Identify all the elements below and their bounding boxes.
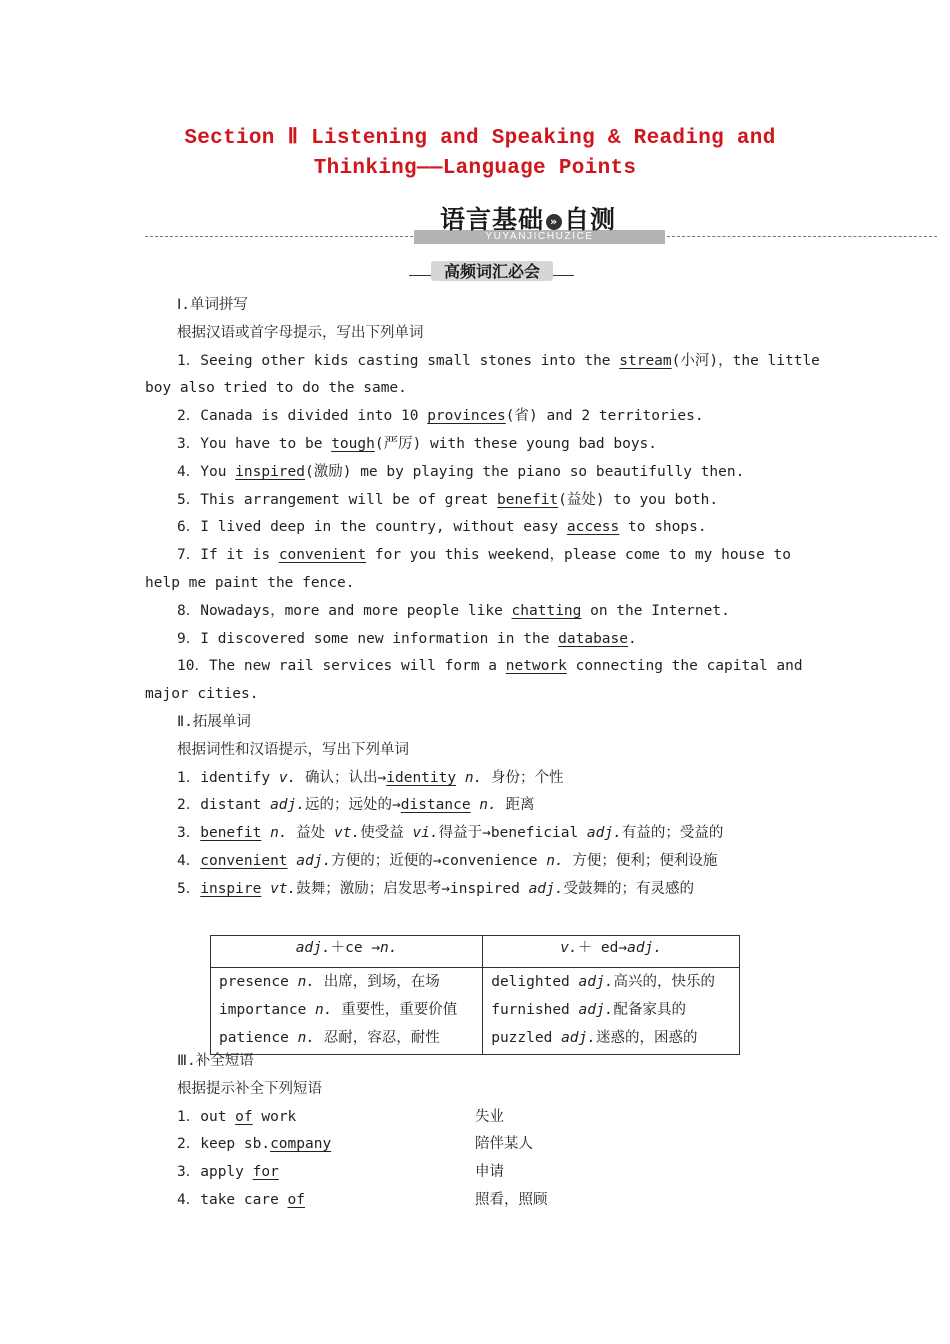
answer-blank: of [287,1192,305,1208]
meaning: 出席，到场，在场 [315,974,440,990]
item-text: 3．apply [177,1164,253,1181]
item-text: (小河)，the little [671,352,820,369]
item-text: 1．Seeing other kids casting small stones into the [177,352,620,369]
part-of-speech: vi. [412,825,439,842]
table-entry [491,1024,731,1052]
derivation-item [177,796,535,814]
phrase-item [177,1135,331,1153]
section-title-line2: Thinking——Language Points [313,157,637,180]
part3-instruction: 根据提示补全下列短语 [177,1080,322,1097]
phrase-meaning: 陪伴某人 [475,1136,533,1153]
part-of-speech: n. [470,797,497,814]
item-text: on the Internet. [581,602,730,619]
table-header-right: v.＋ ed→adj. [483,936,740,968]
part-of-speech: n. [297,974,316,990]
dashed-rule-right [667,236,937,237]
spelling-item [177,435,657,453]
word: furnished [491,1002,579,1018]
item-number: 1． [177,769,201,786]
part-of-speech: adj. [528,880,564,897]
dashed-rule-left [145,236,413,237]
meaning: 方便；便利；便利设施 [563,853,718,869]
spelling-item [177,463,744,481]
part2-heading: Ⅱ.拓展单词 [177,714,251,730]
spelling-item-continued: boy also tried to do the same. [145,380,407,397]
part-of-speech: v. [278,769,297,786]
item-number: 5． [177,880,201,897]
item-text: work [252,1108,297,1125]
meaning: 鼓舞；激励；启发思考→inspired [296,880,529,897]
item-number: 2． [177,797,201,814]
part-of-speech: n. [297,1030,316,1046]
spelling-item [177,491,718,509]
subheading-label: 高频词汇必会 [431,261,553,281]
item-text: connecting the capital and [566,658,803,675]
derivation-item [177,769,564,787]
item-text: 2．keep sb. [177,1136,271,1153]
table-entry [491,996,731,1024]
item-text: 8．Nowadays，more and more people like [177,602,512,619]
derivation-item [177,880,694,898]
item-text: (益处) to you both. [558,491,719,508]
item-text: 5．This arrangement will be of great [177,491,498,508]
banner-title-b: 自测 [564,205,617,234]
word: importance [219,1002,316,1018]
part-of-speech: adj. [287,853,332,869]
part1-instruction: 根据汉语或首字母提示，写出下列单词 [177,324,424,341]
table-cell-right [483,968,740,1055]
item-number: 4． [177,853,201,869]
meaning: 受鼓舞的；有灵感的 [563,880,694,897]
answer-blank: benefit [497,491,559,508]
answer-blank: benefit [200,825,262,842]
word: presence [219,974,298,990]
meaning: 益处 [287,825,335,842]
word-formation-table [210,935,740,1055]
answer-blank: database [558,630,628,647]
phrase-meaning: 申请 [475,1164,504,1181]
answer-blank: company [270,1136,332,1153]
part-of-speech: n. [456,769,483,786]
table-header-left: adj.＋ce →n. [211,936,483,968]
answer-blank: network [505,658,567,675]
banner-title-a: 语言基础 [440,205,545,234]
meaning: 重要性，重要价值 [332,1002,458,1018]
answer-blank: inspired [235,463,305,480]
answer-blank: chatting [511,602,582,619]
answer-blank: convenient [200,853,288,869]
part-of-speech: adj. [586,825,622,842]
phrase-meaning: 照看，照顾 [475,1192,548,1208]
part-of-speech: adj. [270,797,305,814]
phrase-item [177,1108,296,1126]
meaning: 迷惑的，困惑的 [595,1030,698,1046]
item-number: 3． [177,825,201,842]
answer-blank: access [566,519,620,536]
answer-blank: tough [331,436,375,452]
chevron-right-icon: » [546,214,562,230]
spelling-item [177,546,791,564]
meaning: 使受益 [360,825,413,842]
answer-blank: distance [400,797,471,814]
part-of-speech: adj. [578,974,614,990]
item-text: 1．out [177,1108,236,1125]
answer-blank: inspire [200,880,262,897]
word: delighted [491,974,579,990]
part-of-speech: vt. [261,880,297,897]
item-text: 6．I lived deep in the country, without easy [177,519,567,536]
word: puzzled [491,1030,562,1046]
word: identify [200,769,279,786]
spelling-item [177,518,707,536]
word: distant [200,797,271,814]
meaning: 身份；个性 [482,769,564,786]
part-of-speech: n. [315,1002,333,1018]
derivation-item [177,824,723,842]
item-text: 9．I discovered some new information in the [177,630,559,647]
item-text: (省) and 2 territories. [505,408,704,425]
item-text: . [628,630,637,647]
banner-title [440,200,616,236]
part-of-speech: n. [546,853,564,869]
meaning: 配备家具的 [613,1002,686,1018]
part-of-speech: n. [261,825,288,842]
item-text: 4．You [177,463,236,480]
spelling-item [177,657,803,675]
item-text: to shops. [619,519,707,536]
item-text: 4．take care [177,1192,288,1208]
derivation-item [177,852,717,870]
meaning: 高兴的，快乐的 [613,974,715,990]
phrase-item [177,1163,279,1181]
answer-blank: provinces [427,408,506,425]
spelling-item-continued: help me paint the fence. [145,575,355,591]
item-text: 2．Canada is divided into 10 [177,408,428,425]
meaning: 远的；远处的→ [305,797,401,814]
phrase-meaning: 失业 [475,1108,504,1125]
item-text: (严厉) with these young bad boys. [374,436,658,452]
item-text: (激励) me by playing the piano so beautifully then. [305,463,745,480]
answer-blank: for [252,1164,279,1181]
answer-blank: identity [386,769,457,786]
table-entry [219,996,474,1024]
meaning: 有益的；受益的 [621,825,724,842]
item-text: 3．You have to be [177,436,332,452]
item-text: 10．The new rail services will form a [177,658,506,675]
spelling-item [177,352,820,370]
answer-blank: convenient [278,547,367,564]
table-entry [491,968,731,996]
meaning: 距离 [496,797,535,814]
part-of-speech: adj. [578,1002,614,1018]
meaning: 得益于→beneficial [438,825,587,842]
spelling-item [177,630,637,648]
table-entry [219,1024,474,1052]
answer-blank: of [235,1108,253,1125]
table-entry [219,968,474,996]
meaning: 确认；认出→ [296,769,387,786]
meaning: 方便的；近便的→convenience [331,853,547,869]
item-text: for you this weekend，please come to my house to [366,547,791,564]
part-of-speech: adj. [561,1030,596,1046]
item-text: 7．If it is [177,547,279,564]
meaning: 忍耐，容忍，耐性 [315,1030,440,1046]
banner-pinyin: YUYANJICHUZICE [485,231,594,242]
spelling-item-continued: major cities. [145,686,259,703]
part2-instruction: 根据词性和汉语提示，写出下列单词 [177,741,409,758]
part3-heading: Ⅲ.补全短语 [177,1053,254,1069]
table-cell-left [211,968,483,1055]
phrase-item [177,1191,305,1209]
spelling-item [177,602,730,620]
part-of-speech: vt. [334,825,361,842]
part1-heading: Ⅰ.单词拼写 [177,297,249,313]
section-title-line1: Section Ⅱ Listening and Speaking & Reading and [184,127,776,150]
answer-blank: stream [619,352,672,369]
word: patience [219,1030,298,1046]
subheading [409,261,574,283]
spelling-item [177,407,704,425]
